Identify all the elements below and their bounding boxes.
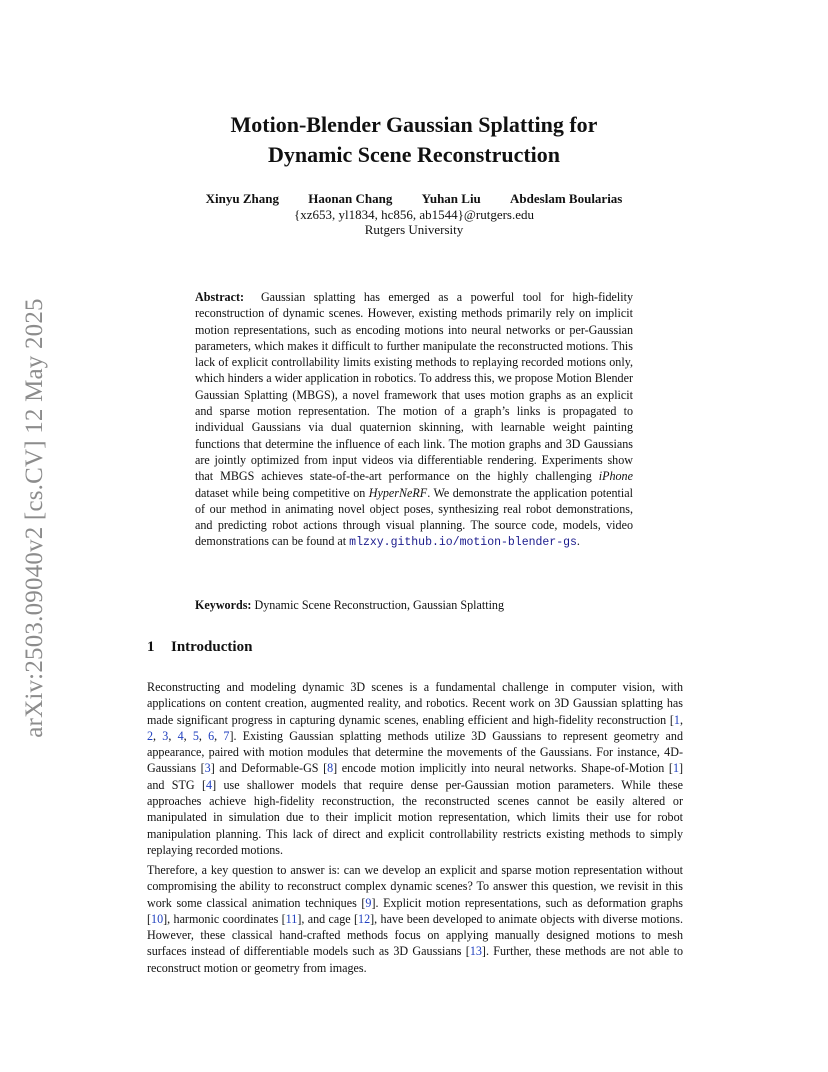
intro-paragraph-1: Reconstructing and modeling dynamic 3D scenes is a fundamental challenge in computer vision, with applications on content creation, augmented reality, and robotics. Recent work on 3D Gaussian splatting has made significant progress in capturing dynamic scenes, enabling efficient and high-fidelity reconstruction [1, 2, 3, 4, 5, 6, 7]. Existing Gaussian splatting methods utilize 3D Gaussians to represent geometry and appearance, paired with motion modules that determine the movements of the Gaussians. For instance, 4D-Gaussians [3] and Deformable-GS [8] encode motion implicitly into neural networks. Shape-of-Motion [1] and STG [4] use shallower models that require dense per-Gaussian motion parameters. While these approaches achieve high-fidelity reconstruction, the reconstructed scenes cannot be easily altered or manipulated in simulation due to their implicit motion representation, which limits their use for robot manipulation planning. This lack of direct and explicit controllability restricts existing methods to simply replaying recorded motions. [147,680,684,857]
citation-link[interactable]: 13 [469,944,482,959]
arxiv-id-text: arXiv:2503.09040v2 [cs.CV] 12 May 2025 [21,297,48,738]
author-affiliation: Rutgers University [364,222,464,237]
author-emails: {xz653, yl1834, hc856, ab1544}@rutgers.edu [294,207,534,222]
citation-link[interactable]: 9 [365,895,372,910]
body-text: ]. Further, these methods are not able to reconstruct motion or geometry from images. [147,944,683,975]
keywords [195,598,633,613]
body-text: ], have been developed to animate objects with diverse motions. However, these classical hand-crafted methods focus on applying manually designed motions to mesh surfaces instead of differentiable models such as 3D Gaussians [ [147,911,683,959]
abstract [195,289,633,552]
citation-link[interactable]: 2 [147,728,154,743]
section-heading [147,639,252,656]
paper-title [0,110,828,170]
citation-link[interactable]: 4 [206,777,213,792]
body-text: ] and STG [ [147,761,684,792]
arxiv-identifier [20,275,50,760]
author-name: Yuhan Liu [421,191,481,206]
body-text: ]. Existing Gaussian splatting methods utilize 3D Gaussians to represent geometry and appearance, paired with motion modules that determine the movements of the Gaussians. For instance, 4D-Gaussians [ [147,728,684,776]
title-line-1: Motion-Blender Gaussian Splatting for [230,112,598,137]
citation-link[interactable]: 7 [223,728,230,743]
body-text: Reconstructing and modeling dynamic 3D scenes is a fundamental challenge in computer vision, with applications on content creation, augmented reality, and robotics. Recent work on 3D Gaussian splatting has made significant progress in capturing dynamic scenes, enabling efficient and high-fidelity reconstruction [ [147,680,683,727]
author-name: Haonan Chang [308,191,393,206]
citation-link[interactable]: 1 [672,761,679,776]
abstract-text: . We demonstrate the application potential of our method in animating novel object poses, synthesizing real robot demonstrations, and predicting robot actions through visual planning. The source code, models, video demonstrations can be found at [195,485,633,549]
project-url-link[interactable]: mlzxy.github.io/motion-blender-gs [349,536,577,550]
citation-link[interactable]: 3 [204,761,211,776]
keywords-text: Dynamic Scene Reconstruction, Gaussian Splatting [254,598,505,612]
body-text: ] use shallower models that require dense per-Gaussian motion parameters. While these approaches achieve high-fidelity reconstruction, the reconstructed scenes cannot be easily altered or manipulated in simulation due to their implicit motion representation, which limits their use for robot manipulation planning. This lack of direct and explicit controllability restricts existing methods to simply replaying recorded motions. [147,777,683,857]
abstract-text: Gaussian splatting has emerged as a powerful tool for high-fidelity reconstruction of dynamic scenes. However, existing methods primarily rely on implicit motion representations, such as encoding motions into neural networks or per-Gaussian parameters, which makes it difficult to further manipulate the reconstructed motions. This lack of explicit controllability limits existing methods to replaying recorded motions only, which hinders a wider application in robotics. To address this, we propose Motion Blender Gaussian Splatting (MBGS), a novel framework that uses motion graphs as an explicit and sparse motion representation. The motion of a graph’s links is propagated to individual Gaussians via dual quaternion skinning, with learnable weight painting functions that determine the influence of each link. The motion graphs and 3D Gaussians are jointly optimized from input videos via differentiable rendering. Experiments show that MBGS achieves state-of-the-art performance on the highly challenging [195,290,633,484]
abstract-end: . [576,534,580,549]
citation-link[interactable]: 6 [208,728,215,743]
intro-paragraph-2 [147,862,683,976]
citation-link[interactable]: 8 [327,761,334,776]
dataset-name: HyperNeRF [368,485,428,500]
title-line-2: Dynamic Scene Reconstruction [267,142,561,167]
body-text: Therefore, a key question to answer is: can we develop an explicit and sparse motion representation without compromising the ability to reconstruct complex dynamic scenes? To answer this question, we revisit in this work some classical animation techniques [ [147,863,683,910]
body-text: ] encode motion implicitly into neural networks. Shape-of-Motion [ [333,761,673,776]
author-list [0,191,828,207]
author-name: Abdeslam Boularias [510,191,623,206]
citation-link[interactable]: 10 [151,911,164,926]
citation-link[interactable]: 11 [285,911,298,926]
abstract-text: dataset while being competitive on [195,485,366,500]
section-title: Introduction [171,639,253,655]
author-name: Xinyu Zhang [205,191,279,206]
body-text: ], harmonic coordinates [ [163,911,286,926]
body-text: ]. Explicit motion representations, such as deformation graphs [ [147,895,683,926]
dataset-name: iPhone [598,469,633,484]
citation-link[interactable]: 5 [192,728,199,743]
citation-link[interactable]: 4 [177,728,184,743]
keywords-label: Keywords: [195,598,252,612]
abstract-label: Abstract: [195,290,245,304]
citation-link[interactable]: 12 [358,911,371,926]
body-text: ], and cage [ [297,911,359,926]
citation-link[interactable]: 1 [673,712,680,727]
body-text: ] and Deformable-GS [ [210,761,328,776]
section-number: 1 [147,639,155,655]
citation-link[interactable]: 3 [162,728,169,743]
